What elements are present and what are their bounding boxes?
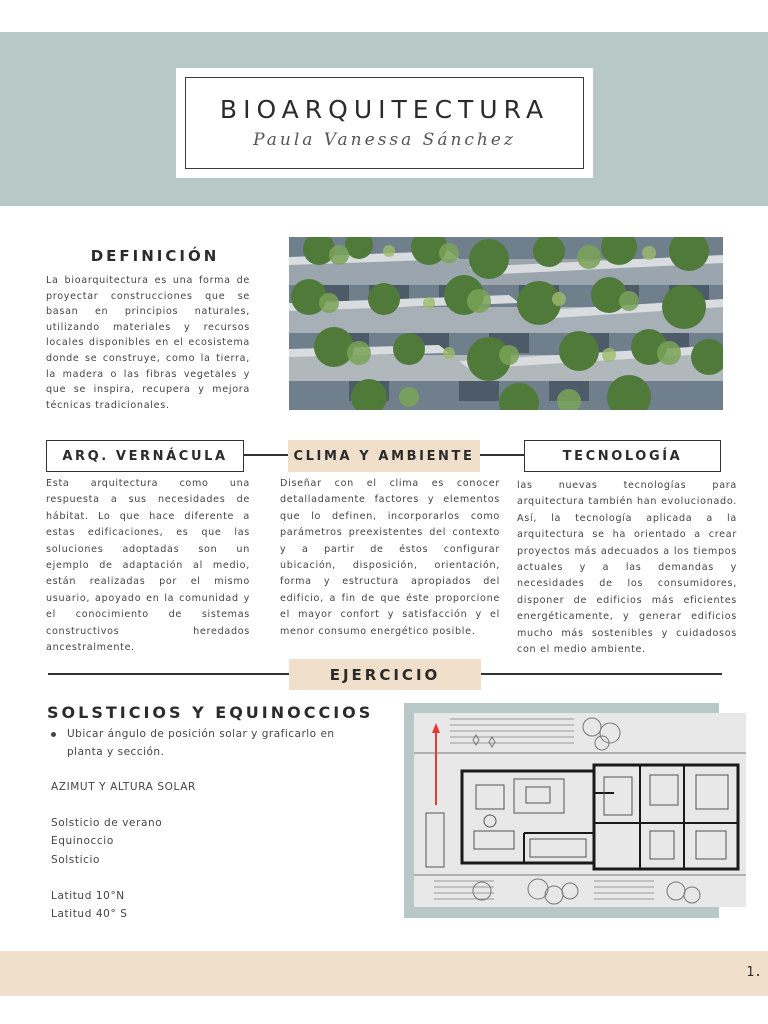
pill-tecnologia: TECNOLOGÍA <box>524 440 721 472</box>
list-item-latitud-10n: Latitud 10°N <box>51 890 125 902</box>
connector-left <box>244 454 290 456</box>
solsticios-heading: SOLSTICIOS Y EQUINOCCIOS <box>47 703 374 722</box>
vernacula-text: Esta arquitectura como una respuesta a sus necesidades de hábitat. Lo que hace diferente a estas edificaciones, es que las soluciones adoptadas son un ejemplo de adaptación al medio, están realizadas por el mismo usuario, apoyado en la comunidad y el conocimiento de sistemas constructivos heredados ancestralmente. <box>46 478 250 654</box>
page-number: 1. <box>746 965 762 980</box>
title-frame <box>185 77 584 169</box>
azimut-label: AZIMUT Y ALTURA SOLAR <box>51 781 196 793</box>
floor-plan-drawing <box>414 713 746 907</box>
ejercicio-line-left <box>48 673 290 675</box>
definicion-heading: DEFINICIÓN <box>90 247 220 265</box>
list-item-solsticio: Solsticio <box>51 854 101 866</box>
list-item-solsticio-verano: Solsticio de verano <box>51 817 163 829</box>
pill-clima-ambiente: CLIMA Y AMBIENTE <box>288 440 480 472</box>
bullet-icon <box>51 732 56 737</box>
definicion-text: La bioarquitectura es una forma de proyectar construcciones que se basan en principios naturales, utilizando materiales y recursos locales disponibles en el ecosistema donde se construye, como la tierra, la madera o las fibras vegetales y que se inspira, recupera y mejora técnicas tradicionales. <box>46 275 250 411</box>
list-item-latitud-40s: Latitud 40° S <box>51 908 128 920</box>
title-card <box>176 68 593 178</box>
ejercicio-line-right <box>480 673 722 675</box>
pill-arq-vernacula: ARQ. VERNÁCULA <box>46 440 244 472</box>
page-title: BIOARQUITECTURA <box>219 95 550 124</box>
vertical-forest-photo <box>289 237 723 410</box>
clima-text: Diseñar con el clima es conocer detalladamente factores y elementos que lo definen, incorporarlos como parámetros preexistentes del contexto y a partir de éstos configurar ubicación, disposición, orientación, forma y estructura apropiados del edificio, a fin de que éste proporcione el mayor confort y satisfacción y el menor consumo energético posible. <box>280 478 500 637</box>
bullet-item <box>51 725 371 761</box>
bullet-text: Ubicar ángulo de posición solar y graficarlo en planta y sección. <box>67 728 335 758</box>
ejercicio-label: EJERCICIO <box>289 659 481 690</box>
tecnologia-text: las nuevas tecnologías para arquitectura también han evolucionado. Así, la tecnología aplicada a la arquitectura se ha orientado a crear proyectos más adecuados a los tiempos actuales y a las demandas y necesidades de los consumidores, disponer de edificios más eficientes energéticamente, y generar edificios mucho más sostenibles y cuidadosos con el medio ambiente. <box>517 480 737 656</box>
list-item-equinoccio: Equinoccio <box>51 835 114 847</box>
author-name: Paula Vanessa Sánchez <box>253 130 516 150</box>
connector-right <box>480 454 525 456</box>
footer-band <box>0 951 768 996</box>
